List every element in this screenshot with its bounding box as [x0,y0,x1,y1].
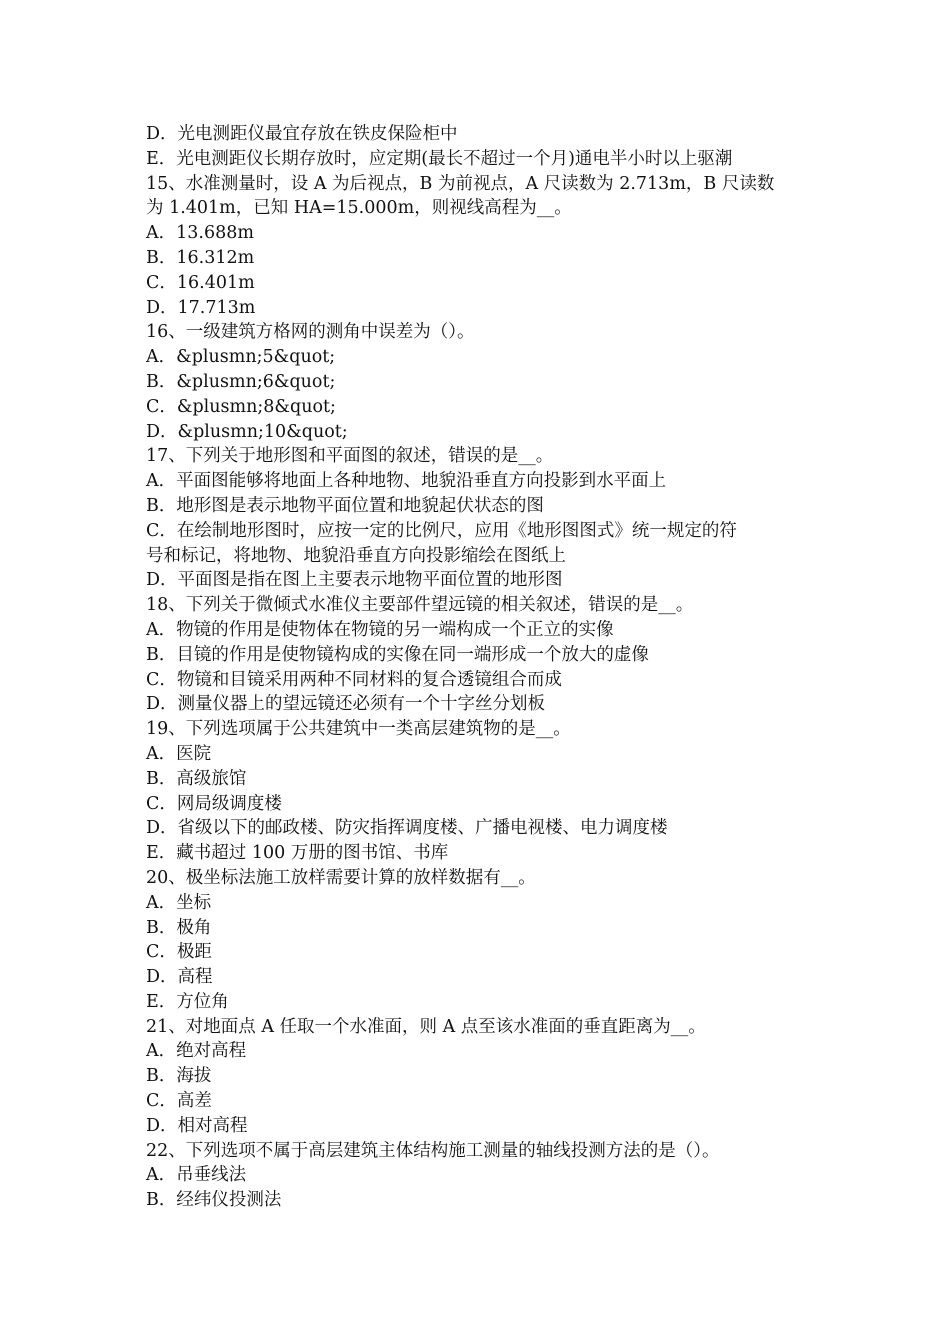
text-line: D．光电测距仪最宜存放在铁皮保险柜中 [146,124,458,144]
option-line: D．高程 [146,967,213,988]
option-line: B．16.312m [146,247,255,268]
option-line: D．相对高程 [146,1115,248,1136]
option-line: A．坐标 [146,892,212,913]
option-line: D．&plusmn;10&quot; [146,421,348,442]
option-line: E．方位角 [146,991,229,1012]
option-line: A．13.688m [146,223,254,244]
question-21: 21、对地面点 A 任取一个水准面，则 A 点至该水准面的垂直距离为__。 [146,1016,706,1037]
option-line: A．绝对高程 [146,1041,247,1062]
question-16: 16、一级建筑方格网的测角中误差为（）。 [146,322,475,343]
text-line: E．光电测距仪长期存放时，应定期(最长不超过一个月)通电半小时以上驱潮 [146,148,733,169]
question-15-line-1: 15、水准测量时，设 A 为后视点，B 为前视点，A 尺读数为 2.713m，B 尺读数 [146,173,775,194]
option-line: C．物镜和目镜采用两种不同材料的复合透镜组合而成 [146,669,562,690]
option-line: B．极角 [146,917,212,938]
question-22: 22、下列选项不属于高层建筑主体结构施工测量的轴线投测方法的是（）。 [146,1140,720,1161]
option-line: A．物镜的作用是使物体在物镜的另一端构成一个正立的实像 [146,619,614,640]
option-line: D．17.713m [146,297,256,318]
option-line: B．地形图是表示地物平面位置和地貌起伏状态的图 [146,495,544,516]
option-line: B．高级旅馆 [146,768,247,789]
option-line: A．&plusmn;5&quot; [146,347,336,368]
option-line: A．吊垂线法 [146,1165,247,1186]
document-body [146,122,814,1213]
question-15-line-2: 为 1.401m，已知 HA=15.000m，则视线高程为__。 [146,198,572,219]
option-line: C．高差 [146,1091,212,1112]
option-line: C．网局级调度楼 [146,793,282,814]
option-line: D．平面图是指在图上主要表示地物平面位置的地形图 [146,570,563,591]
option-line: C．&plusmn;8&quot; [146,396,336,417]
option-line: C．在绘制地形图时，应按一定的比例尺，应用《地形图图式》统一规定的符 [146,520,737,541]
option-line: B．海拔 [146,1066,212,1087]
option-line: E．藏书超过 100 万册的图书馆、书库 [146,843,449,864]
option-line: A．平面图能够将地面上各种地物、地貌沿垂直方向投影到水平面上 [146,471,667,492]
question-18: 18、下列关于微倾式水准仪主要部件望远镜的相关叙述，错误的是__。 [146,595,694,616]
question-17: 17、下列关于地形图和平面图的叙述，错误的是__。 [146,446,554,467]
option-line: B．目镜的作用是使物镜构成的实像在同一端形成一个放大的虚像 [146,644,649,665]
option-line: A．医院 [146,743,212,764]
option-line: D．测量仪器上的望远镜还必须有一个十字丝分划板 [146,694,546,715]
option-line: B．经纬仪投测法 [146,1190,282,1211]
question-20: 20、极坐标法施工放样需要计算的放样数据有__。 [146,867,536,888]
option-line: C．16.401m [146,272,255,293]
option-line: C．极距 [146,942,212,963]
question-19: 19、下列选项属于公共建筑中一类高层建筑物的是__。 [146,719,571,740]
option-line: B．&plusmn;6&quot; [146,371,336,392]
option-line-continued: 号和标记，将地物、地貌沿垂直方向投影缩绘在图纸上 [146,545,566,566]
option-line: D．省级以下的邮政楼、防灾指挥调度楼、广播电视楼、电力调度楼 [146,818,668,839]
